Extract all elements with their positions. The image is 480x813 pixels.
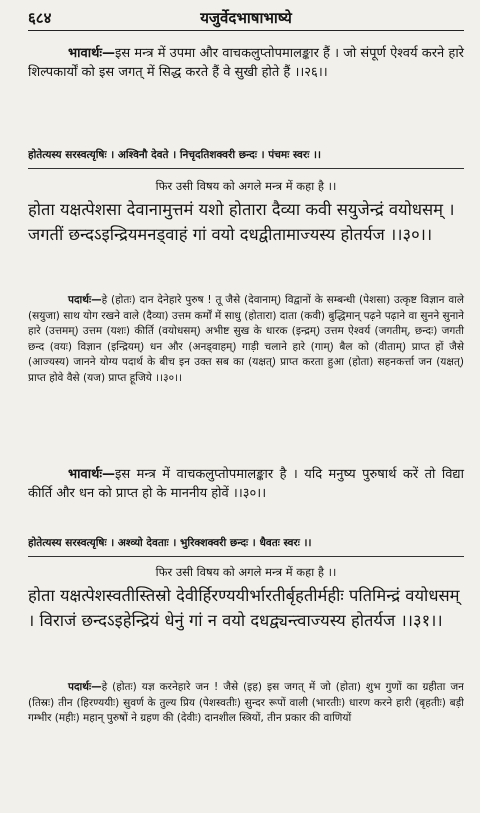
verse-31-mantra: होता यक्षत्पेशस्वतीस्तिस्रो देवीर्हिरण्ययीर्भारतीर्बृहतीर्महीः पतिमिन्द्रं वयोधसम् । विराजं छन्दऽइहेन्द्रियं धेनुं गां न वयो दधद्व्यन्त्वाज्यस्य होतर्यज ।।३१।। [28, 586, 460, 630]
page-number: ६८४ [28, 9, 52, 27]
bhavartha-text: इस मन्त्र में वाचकलुप्तोपमालङ्कार है । यदि मनुष्य पुरुषार्थ करें तो विद्या कीर्ति और धन को प्राप्त हो के माननीय होवें ।।३०।। [28, 467, 464, 501]
divider [28, 168, 464, 169]
padartha-label: पदार्थः— [68, 681, 102, 693]
header-rule [28, 30, 464, 31]
bhavartha-29 [28, 44, 464, 104]
padartha-label: पदार्थः— [68, 294, 102, 306]
bhavartha-30 [28, 465, 464, 525]
bhavartha-label: भावार्थः— [68, 46, 116, 61]
padartha-31 [28, 680, 464, 806]
bhavartha-text: इस मन्त्र में उपमा और वाचकलुप्तोपमालङ्कार हैं । जो संपूर्ण ऐश्वर्य करने हारे शिल्पकार्यों को इस जगत् में सिद्ध करते हैं वे सुखी होते हैं ।।२६।। [28, 46, 464, 80]
running-title: यजुर्वेदभाषाभाष्ये [200, 9, 292, 27]
verse-30-mantra: होता यक्षत्पेशसा देवानामुत्तमं यशो होतारा दैव्या कवी सयुजेन्द्रं वयोधसम् । जगतीं छन्दऽइन्द्रियमनड्वाहं गां वयो दधद्वीतामाज्यस्य होतर्यज ।।३०।। [28, 200, 455, 244]
verse-31-intro: फिर उसी विषय को अगले मन्त्र में कहा है ।। [155, 565, 337, 579]
bhavartha-label: भावार्थः— [68, 467, 116, 482]
verse-31-meta: होतेत्यस्य सरस्वत्यृषिः । अश्व्यो देवताः । भुरिक्शक्वरी छन्दः । धैवतः स्वरः ।। [28, 537, 312, 549]
verse-30-meta: होतेत्यस्य सरस्वत्यृषिः । अश्विनौ देवते । निचृदतिशक्वरी छन्दः । पंचमः स्वरः ।। [28, 149, 321, 161]
padartha-text: हे (होतः) यज्ञ करनेहारे जन ! जैसे (इह) इस जगत् में जो (होता) शुभ गुणों का ग्रहीता जन (तिस्रः) तीन (हिरण्ययीः) सुवर्ण के तुल्य प्रिय (पेशस्वतीः) सुन्दर रूपों वाली (भारतीः) धारण करने हारी (बृहतीः) बड़ी गम्भीर (महीः) महान् पुरुषों ने ग्रहण की (देवीः) दानशील स्त्रियों, तीन प्रकार की वाणियों [28, 681, 464, 725]
padartha-text: हे (होतः) दान देनेहारे पुरुष ! तू जैसे (देवानाम्) विद्वानों के सम्बन्धी (पेशसा) उत्कृष्ट विज्ञान वाले (सयुजा) साथ योग रखने वाले (दैव्या) उत्तम कर्मों में साधु (होतारा) दाता (कवी) बुद्धिमान् पढ़ने पढ़ाने वा सुनने सुनाने हारे (उत्तमम्) उत्तम (यशः) कीर्ति (वयोधसम्) अभीष्ट सुख के धारक (इन्द्रम्) उत्तम ऐश्वर्य (जगतीम्, छन्दः) जगती छन्द (वयः) विज्ञान (इन्द्रियम्) धन और (अनड्वाहम्) गाड़ी चलाने हारे (गाम्) बैल को (वीताम्) प्राप्त हों जैसे (आज्यस्य) जानने योग्य पदार्थ के बीच इन उक्त सब का (यक्षत्) प्राप्त करता हुआ (होता) सहनकर्त्ता जन (यक्षत्) प्राप्त होवे वैसे (यज) प्राप्त हूजिये ।।३०।। [28, 294, 464, 384]
padartha-30 [28, 293, 464, 481]
page-header [28, 8, 464, 28]
verse-30-intro: फिर उसी विषय को अगले मन्त्र में कहा है ।। [155, 179, 337, 193]
divider [28, 556, 464, 557]
